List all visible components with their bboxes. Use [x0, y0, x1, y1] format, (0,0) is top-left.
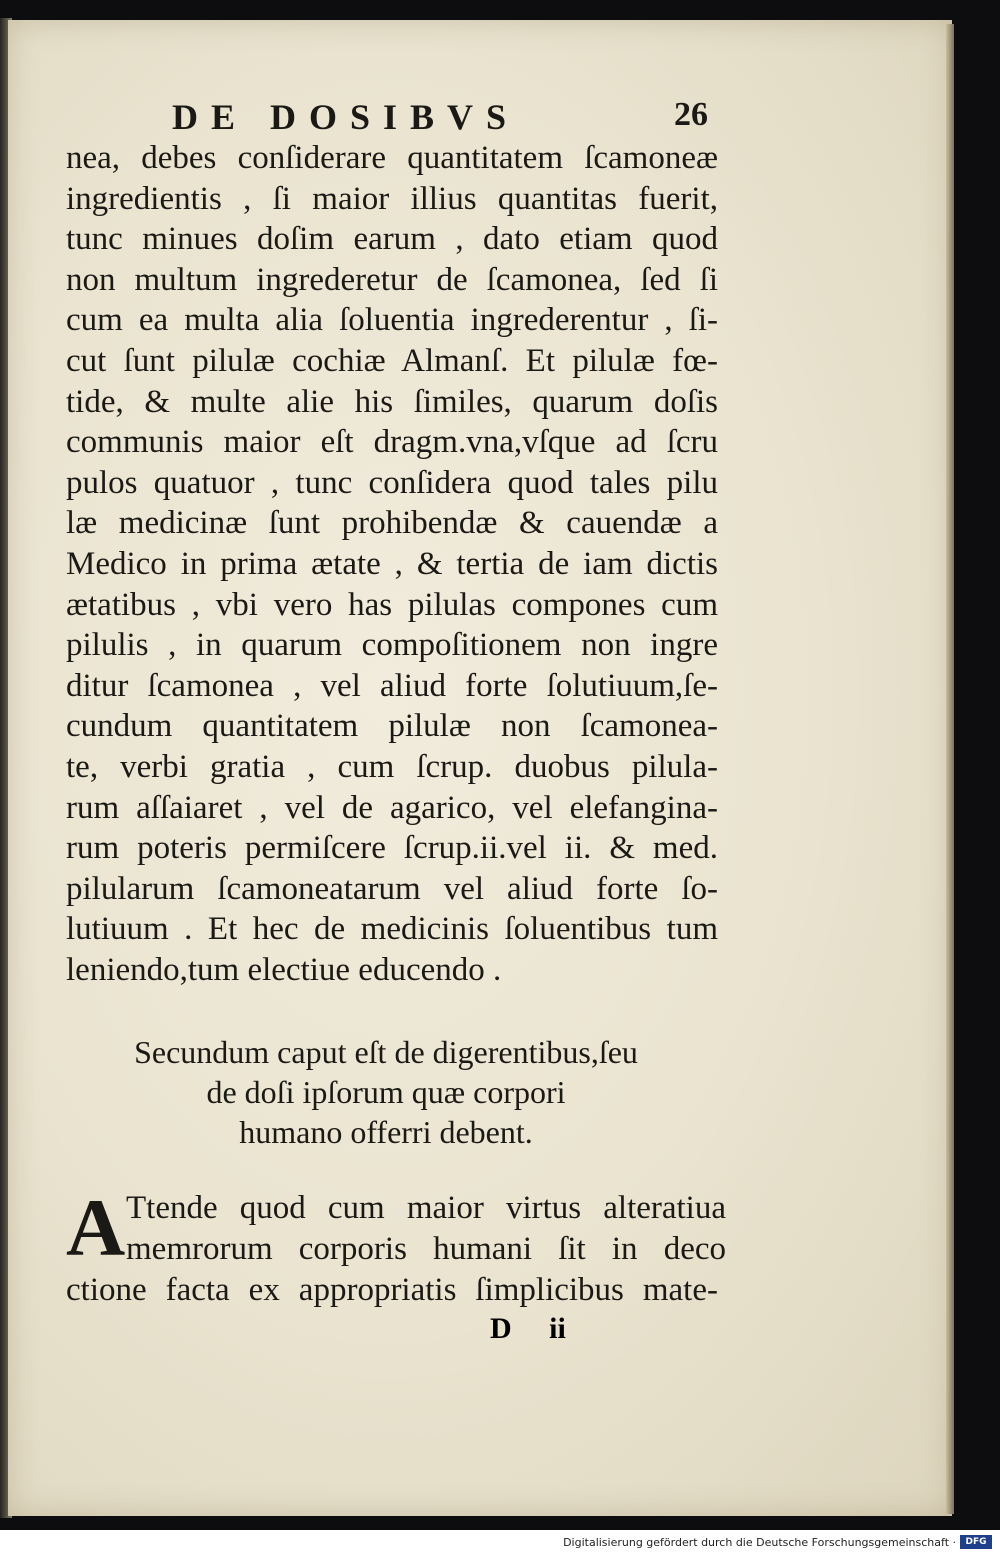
text-line: pilulis , in quarum compoſitionem non ingre	[66, 627, 718, 664]
text-line: ingredientis , ſi maior illius quantitas fuerit,	[66, 180, 718, 217]
text-block	[66, 86, 726, 1310]
text-line: cut ſunt pilulæ cochiæ Almanſ. Et pilulæ fœ-	[66, 342, 718, 379]
text-line: Ttende quod cum maior virtus alteratiua	[126, 1190, 726, 1227]
footer-credit: Digitalisierung gefördert durch die Deutsche Forschungsgemeinschaft ·	[563, 1536, 956, 1549]
paragraph-1	[66, 138, 726, 990]
signature-letter: D	[490, 1312, 512, 1345]
text-line: lutiuum . Et hec de medicinis ſoluentibus tum	[66, 911, 718, 948]
text-line: communis maior eſt dragm.vna,vſque ad ſcru	[66, 424, 718, 461]
text-line: læ medicinæ ſunt prohibendæ & cauendæ a	[66, 505, 718, 542]
text-line: cundum quantitatem pilulæ non ſcamonea-	[66, 708, 718, 745]
running-title: DE DOSIBVS	[172, 97, 520, 137]
page-right-edge	[946, 24, 954, 1514]
heading-line: Secundum caput eſt de digerentibus,ſeu	[134, 1034, 638, 1071]
running-head	[66, 86, 726, 138]
text-line: non multum ingrederetur de ſcamonea, ſed ſi	[66, 261, 718, 298]
text-line: ditur ſcamonea , vel aliud forte ſolutiuum,ſe-	[66, 667, 718, 704]
heading-line: humano offerri debent.	[239, 1114, 533, 1151]
section-heading	[66, 1032, 706, 1152]
drop-cap: A	[66, 1182, 126, 1274]
text-line: rum aſſaiaret , vel de agarico, vel elefangina-	[66, 789, 718, 826]
text-line: cum ea multa alia ſoluentia ingrederentur , ſi-	[66, 302, 718, 339]
text-line: tide, & multe alie his ſimiles, quarum doſis	[66, 383, 718, 420]
signature-numeral: ii	[549, 1312, 566, 1345]
text-line: rum poteris permiſcere ſcrup.ii.vel ii. & med.	[66, 830, 718, 867]
text-line: pulos quatuor , tunc conſidera quod tales pilu	[66, 464, 718, 501]
text-line: te, verbi gratia , cum ſcrup. duobus pilula-	[66, 748, 718, 785]
text-line: memrorum corporis humani ſit in deco	[126, 1231, 726, 1268]
text-line: nea, debes conſiderare quantitatem ſcamoneæ	[66, 140, 718, 176]
text-line: pilularum ſcamoneatarum vel aliud forte ſo-	[66, 870, 718, 907]
signature-mark	[490, 1312, 566, 1346]
text-line: tunc minues doſim earum , dato etiam quod	[66, 221, 718, 258]
text-line: Medico in prima ætate , & tertia de iam dictis	[66, 545, 718, 582]
text-line: ctione facta ex appropriatis ſimplicibus mate-	[66, 1271, 718, 1308]
text-line: ætatibus , vbi vero has pilulas compones cum	[66, 586, 718, 623]
heading-line: de doſi ipſorum quæ corpori	[206, 1074, 566, 1111]
page-number: 26	[674, 96, 708, 133]
footer-bar	[0, 1530, 1000, 1556]
dfg-logo-icon: DFG	[960, 1535, 992, 1549]
text-line: leniendo,tum electiue educendo .	[66, 951, 502, 988]
paragraph-2	[66, 1182, 726, 1310]
